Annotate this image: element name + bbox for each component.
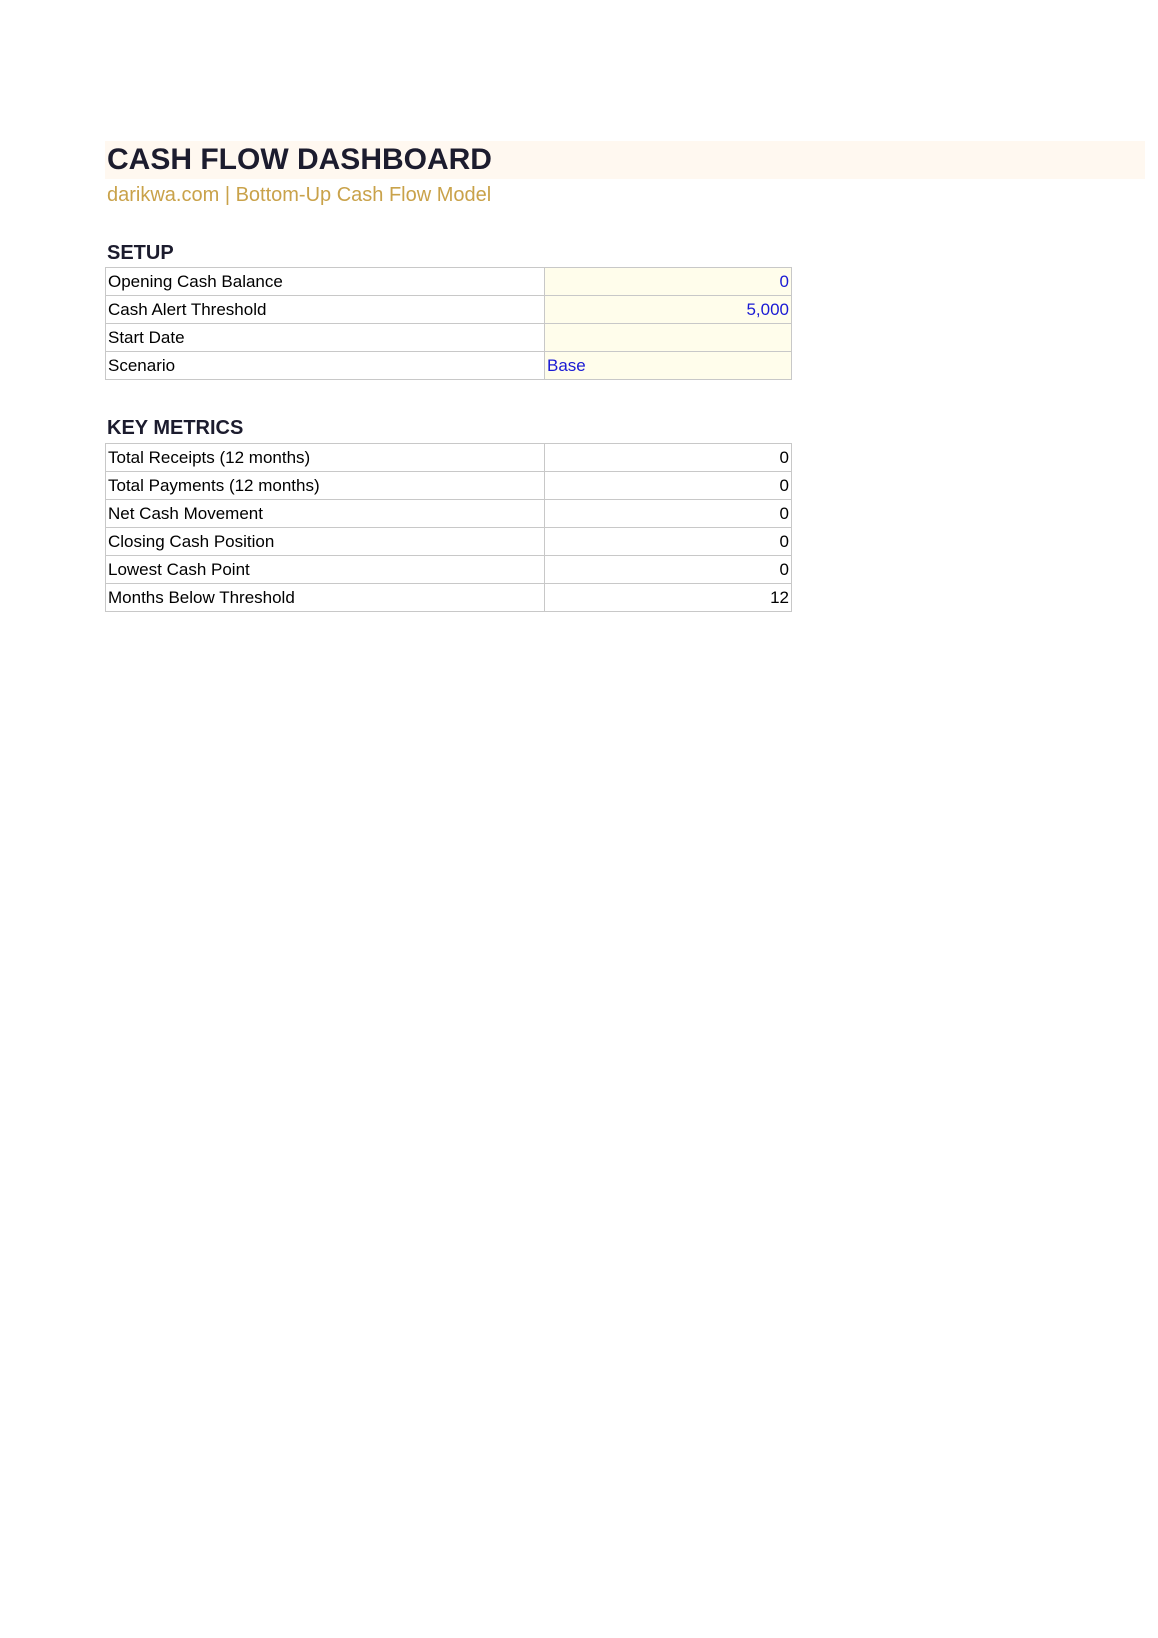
total-payments-label: Total Payments (12 months)	[106, 472, 545, 500]
closing-cash-position-value: 0	[545, 528, 792, 556]
lowest-cash-point-value: 0	[545, 556, 792, 584]
key-metrics-table	[105, 443, 792, 612]
table-row	[106, 352, 792, 380]
setup-table	[105, 267, 792, 380]
key-metrics-section-title: KEY METRICS	[107, 417, 244, 439]
months-below-threshold-value: 12	[545, 584, 792, 612]
scenario-input[interactable]: Base	[545, 352, 792, 380]
table-row	[106, 556, 792, 584]
table-row	[106, 324, 792, 352]
table-row	[106, 296, 792, 324]
table-row	[106, 528, 792, 556]
months-below-threshold-label: Months Below Threshold	[106, 584, 545, 612]
table-row	[106, 584, 792, 612]
start-date-label: Start Date	[106, 324, 545, 352]
table-row	[106, 268, 792, 296]
total-payments-value: 0	[545, 472, 792, 500]
closing-cash-position-label: Closing Cash Position	[106, 528, 545, 556]
total-receipts-label: Total Receipts (12 months)	[106, 444, 545, 472]
opening-cash-balance-label: Opening Cash Balance	[106, 268, 545, 296]
lowest-cash-point-label: Lowest Cash Point	[106, 556, 545, 584]
setup-section-title: SETUP	[107, 242, 174, 264]
table-row	[106, 500, 792, 528]
cash-alert-threshold-input[interactable]: 5,000	[545, 296, 792, 324]
net-cash-movement-label: Net Cash Movement	[106, 500, 545, 528]
page-subtitle: darikwa.com | Bottom-Up Cash Flow Model	[107, 184, 492, 206]
table-row	[106, 472, 792, 500]
page-title: CASH FLOW DASHBOARD	[107, 143, 492, 176]
start-date-input[interactable]	[545, 324, 792, 352]
table-row	[106, 444, 792, 472]
net-cash-movement-value: 0	[545, 500, 792, 528]
opening-cash-balance-input[interactable]: 0	[545, 268, 792, 296]
scenario-label: Scenario	[106, 352, 545, 380]
total-receipts-value: 0	[545, 444, 792, 472]
cash-alert-threshold-label: Cash Alert Threshold	[106, 296, 545, 324]
